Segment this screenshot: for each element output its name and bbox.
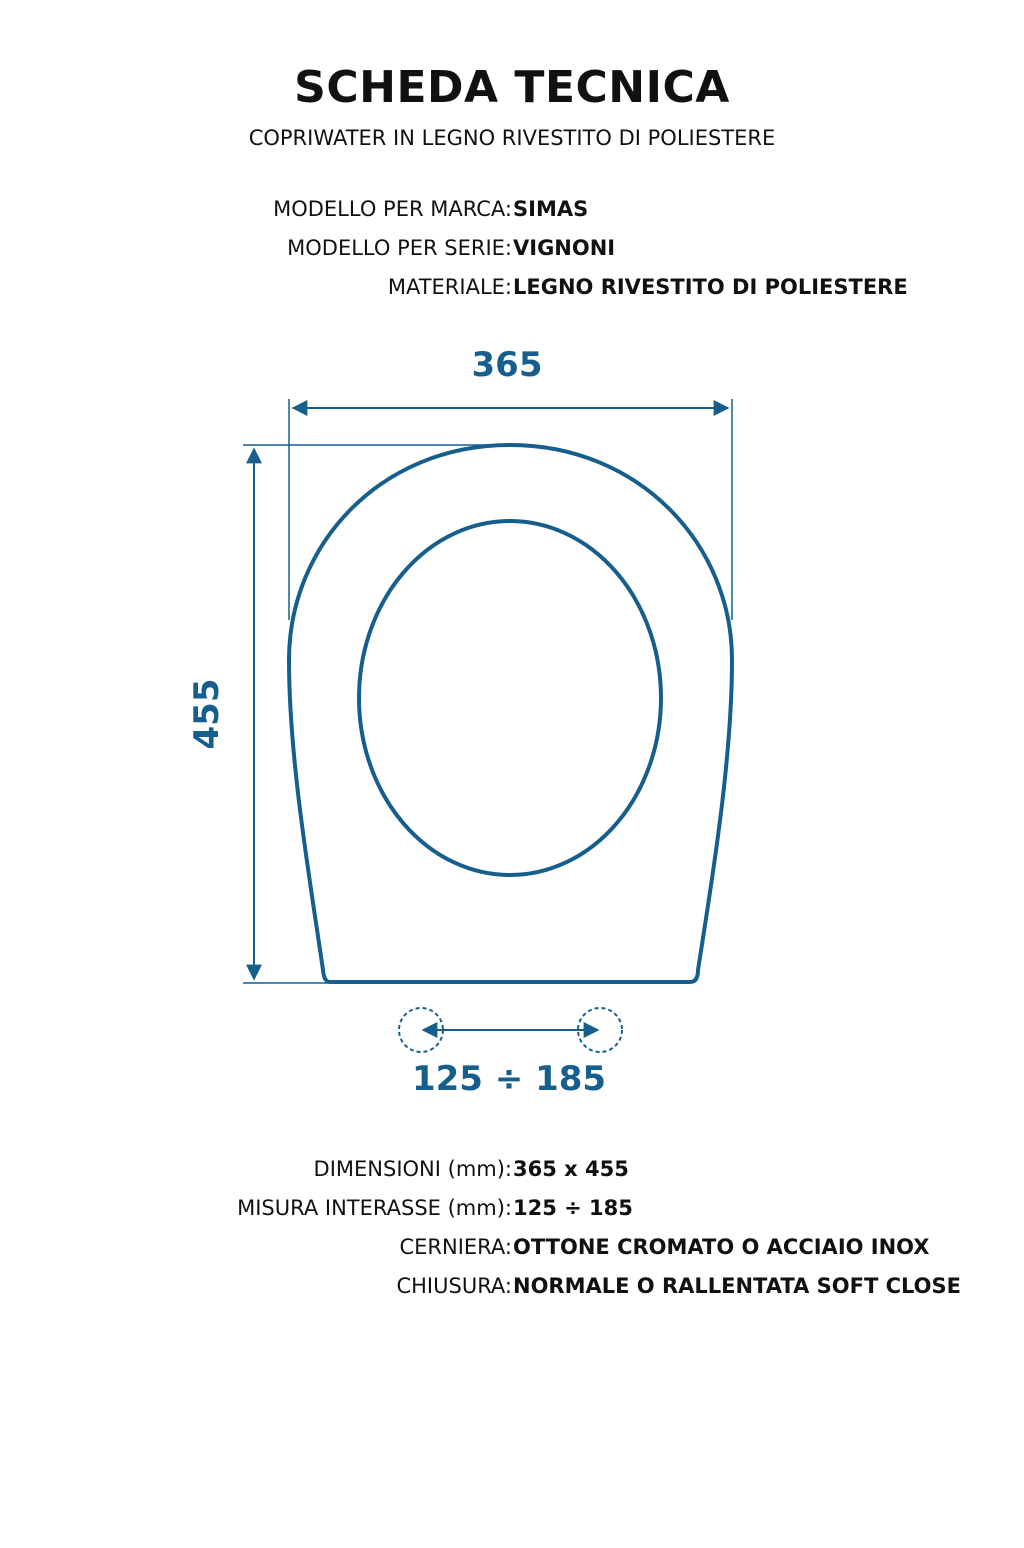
- spec-value: 365 x 455: [513, 1157, 629, 1181]
- spec-value: SIMAS: [513, 197, 589, 221]
- spec-value: 125 ÷ 185: [513, 1196, 633, 1220]
- spec-row-brand: [0, 194, 1024, 224]
- spec-row-dimensions: [0, 1154, 1024, 1184]
- height-dimension-label: 455: [187, 678, 227, 750]
- spec-row-hinge: [0, 1232, 1024, 1262]
- spec-label: DIMENSIONI (mm):: [313, 1157, 512, 1181]
- width-dimension-label: 365: [471, 345, 543, 385]
- spec-label: MATERIALE:: [387, 275, 512, 299]
- spec-label: CHIUSURA:: [396, 1274, 512, 1298]
- seat-outer-outline: [289, 445, 732, 982]
- spec-value: VIGNONI: [513, 236, 616, 260]
- spec-label: CERNIERA:: [399, 1235, 512, 1259]
- spec-row-closing: [0, 1271, 1024, 1301]
- page-title: SCHEDA TECNICA: [294, 62, 730, 113]
- spec-row-interaxis: [0, 1193, 1024, 1223]
- interaxis-dimension-label: 125 ÷ 185: [411, 1059, 607, 1099]
- spec-label: MODELLO PER SERIE:: [287, 236, 512, 260]
- product-subtitle: COPRIWATER IN LEGNO RIVESTITO DI POLIESTERE: [248, 126, 776, 150]
- spec-row-series: [0, 233, 1024, 263]
- spec-row-material: [0, 272, 1024, 302]
- toilet-seat-drawing: [0, 320, 1024, 1110]
- seat-inner-opening: [359, 521, 661, 875]
- spec-label: MODELLO PER MARCA:: [273, 197, 512, 221]
- spec-label: MISURA INTERASSE (mm):: [237, 1196, 512, 1220]
- spec-value: LEGNO RIVESTITO DI POLIESTERE: [513, 275, 908, 299]
- spec-value: OTTONE CROMATO O ACCIAIO INOX: [513, 1235, 930, 1259]
- spec-value: NORMALE O RALLENTATA SOFT CLOSE: [513, 1274, 961, 1298]
